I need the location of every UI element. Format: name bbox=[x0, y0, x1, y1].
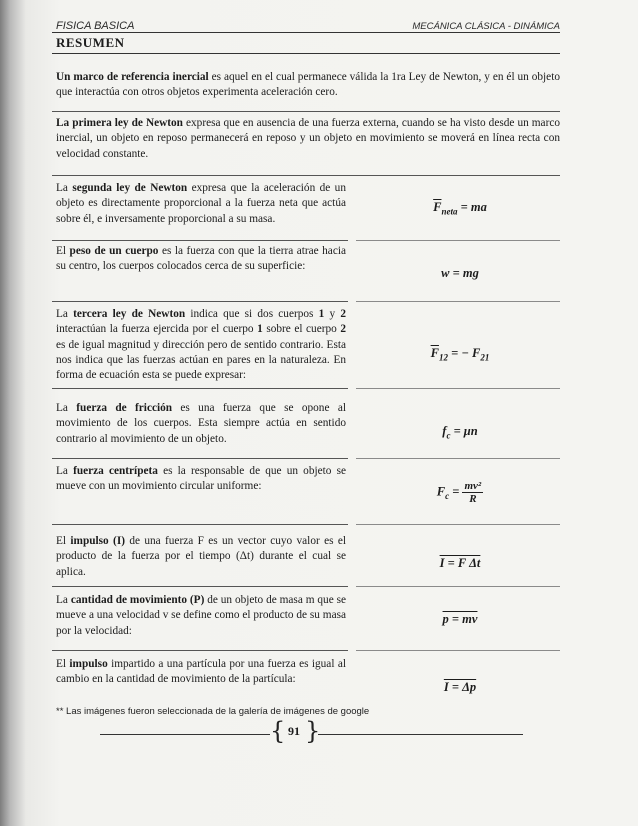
divider bbox=[52, 240, 348, 241]
divider bbox=[52, 650, 348, 651]
pre-tercera: La bbox=[56, 308, 74, 320]
divider bbox=[356, 240, 560, 241]
formula-segunda bbox=[360, 200, 560, 217]
formula-tercera-a-sub: 12 bbox=[438, 352, 448, 363]
text-tercera-1: indica que si dos cuerpos bbox=[185, 308, 319, 320]
term-primera: La primera ley de Newton bbox=[56, 117, 183, 129]
divider bbox=[52, 111, 560, 112]
term-tercera: tercera ley de Newton bbox=[73, 308, 186, 320]
formula-friccion-sub: c bbox=[446, 430, 451, 441]
divider bbox=[356, 586, 560, 587]
text-segunda: expresa que la aceleración de un objeto es directamente proporcional a la fuerza neta que actúa sobre él, e inversamente proporcional a su masa. bbox=[56, 182, 346, 225]
formula-tercera-b-sub: 21 bbox=[480, 352, 490, 363]
page-number-line-right bbox=[318, 734, 523, 735]
page-title: RESUMEN bbox=[56, 35, 125, 50]
formula-friccion-a: f bbox=[442, 424, 447, 438]
section-cantidad bbox=[56, 593, 346, 639]
term-centripeta: fuerza centrípeta bbox=[73, 465, 158, 477]
right-brace-icon: } bbox=[305, 717, 321, 745]
bold-1: 1 bbox=[318, 308, 325, 320]
term-inercial: Un marco de referencia inercial bbox=[56, 71, 209, 83]
pre-cantidad: La bbox=[56, 594, 71, 606]
divider bbox=[356, 524, 560, 525]
fraction-numerator: mv² bbox=[464, 480, 482, 492]
section-centripeta bbox=[56, 464, 346, 495]
divider bbox=[52, 458, 348, 459]
formula-tercera-mid: = − F bbox=[447, 346, 481, 360]
fraction bbox=[462, 480, 483, 505]
text-centripeta: es la responsable de que un objeto se mueve con un movimiento circular uniforme: bbox=[56, 465, 346, 493]
section-tercera bbox=[56, 307, 346, 383]
header-rule bbox=[52, 32, 560, 33]
bold-4: 2 bbox=[340, 323, 346, 336]
formula-tercera bbox=[360, 346, 560, 363]
formula-segunda-rhs: = ma bbox=[457, 200, 487, 214]
formula-impulso: I = F Δt bbox=[439, 556, 481, 570]
formula-segunda-sub: neta bbox=[441, 206, 458, 217]
pre-peso: El bbox=[56, 245, 70, 257]
term-impulso: impulso (I) bbox=[70, 535, 125, 547]
text-tercera-2: y bbox=[324, 308, 341, 320]
left-brace-icon: { bbox=[270, 717, 286, 745]
text-peso: es la fuerza con que la tierra atrae hacia su centro, los cuerpos colocados cerca de su superficie: bbox=[56, 245, 346, 273]
divider bbox=[52, 388, 348, 389]
term-peso: peso de un cuerpo bbox=[69, 245, 159, 257]
term-cantidad: cantidad de movimiento (P) bbox=[70, 594, 205, 606]
text-tercera-3: interactúan la fuerza ejercida por el cuerpo bbox=[56, 323, 258, 336]
footnote: ** Las imágenes fueron seleccionada de la galería de imágenes de google bbox=[56, 706, 370, 717]
pre-impulso: El bbox=[56, 535, 71, 547]
title-rule bbox=[52, 53, 560, 54]
term-impulso-2: impulso bbox=[69, 658, 108, 670]
divider bbox=[52, 301, 348, 302]
divider bbox=[356, 458, 560, 459]
pre-friccion: La bbox=[56, 402, 77, 414]
text-tercera-4: sobre el cuerpo bbox=[262, 323, 341, 336]
formula-peso: w = mg bbox=[441, 266, 479, 280]
term-segunda: segunda ley de Newton bbox=[72, 182, 188, 194]
formula-friccion bbox=[360, 424, 560, 441]
pre-segunda: La bbox=[56, 182, 73, 194]
section-peso bbox=[56, 244, 346, 275]
text-impulso: de una fuerza F es un vector cuyo valor es el producto de la fuerza por el tiempo (Δt) durante el cual se aplica. bbox=[56, 535, 346, 578]
formula-centripeta-lhs: F bbox=[436, 484, 446, 499]
bold-2: 2 bbox=[340, 308, 347, 320]
divider bbox=[52, 175, 560, 176]
section-friccion bbox=[56, 401, 346, 447]
text-tercera-5: es de igual magnitud y dirección pero de sentido contrario. Esta nos indica que las fuerzas actúan en pares en la naturaleza. En forma de ecuación esta se puede expresar: bbox=[56, 338, 346, 382]
section-impulso bbox=[56, 534, 346, 580]
divider bbox=[52, 524, 348, 525]
bold-3: 1 bbox=[257, 323, 263, 336]
page-number: 91 bbox=[288, 724, 300, 738]
divider bbox=[356, 650, 560, 651]
text-primera: expresa que en ausencia de una fuerza externa, cuando se ha visto desde un marco inercial, un objeto en reposo permanecerá en reposo y un objeto en movimiento se moverá en línea recta con velocidad constante. bbox=[56, 117, 560, 160]
formula-centripeta-eq: = bbox=[449, 484, 463, 499]
formula-centripeta bbox=[360, 480, 560, 505]
pre-impulso-2: El bbox=[56, 658, 70, 670]
divider bbox=[356, 301, 560, 302]
text-inercial: es aquel en el cual permanece válida la 1ra Ley de Newton, y en él un objeto que interactúa con otros objetos experimenta aceleración cero. bbox=[56, 71, 560, 99]
formula-centripeta-sub: c bbox=[445, 490, 450, 501]
divider bbox=[52, 586, 348, 587]
section-segunda bbox=[56, 181, 346, 227]
divider bbox=[356, 388, 560, 389]
section-impulso-2 bbox=[56, 657, 346, 688]
text-cantidad: de un objeto de masa m que se mueve a una velocidad v se define como el producto de su masa por la velocidad: bbox=[56, 594, 347, 637]
header-right: MECÁNICA CLÁSICA - DINÁMICA bbox=[412, 21, 560, 32]
formula-impulso-2: I = Δp bbox=[443, 680, 477, 694]
section-primera bbox=[56, 116, 560, 162]
pre-centripeta: La bbox=[56, 465, 74, 477]
header-left: FISICA BASICA bbox=[56, 20, 135, 32]
page-number-line-left bbox=[100, 734, 270, 735]
text-impulso-2: impartido a una partícula por una fuerza es igual al cambio en la cantidad de movimiento de la partícula: bbox=[56, 658, 346, 686]
formula-friccion-rhs: = μn bbox=[450, 424, 478, 438]
fraction-denominator: R bbox=[469, 493, 477, 505]
formula-cantidad: p = mv bbox=[442, 612, 478, 626]
section-inercial bbox=[56, 70, 560, 101]
formula-tercera-a: $\overline{F}$ bbox=[430, 346, 439, 360]
formula-segunda-lhs: $\overline{F}$ bbox=[433, 200, 442, 214]
term-friccion: fuerza de fricción bbox=[76, 402, 173, 414]
text-friccion: es una fuerza que se opone al movimiento de los cuerpos. Esta siempre actúa en sentido contrario al movimiento de un objeto. bbox=[56, 402, 346, 445]
